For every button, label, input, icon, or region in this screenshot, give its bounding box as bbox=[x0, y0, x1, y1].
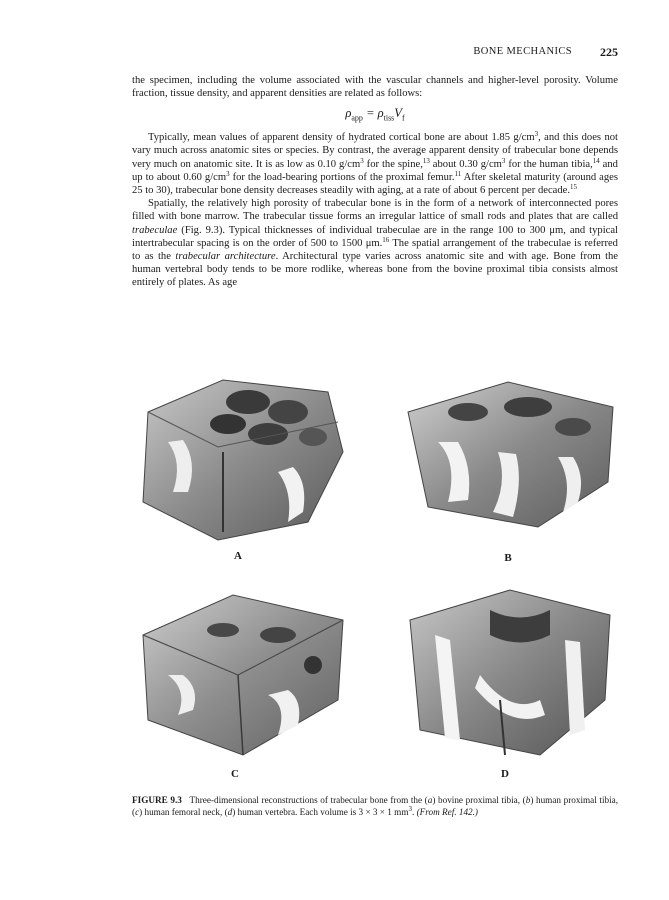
running-header bbox=[132, 46, 618, 64]
density-equation bbox=[132, 107, 618, 125]
paragraph-1: the specimen, including the volume associated with the vascular channels and higher-level porosity. Volume fraction, tissue density, and apparent densities are related as follows: bbox=[132, 75, 618, 100]
figure-panel-d bbox=[390, 580, 625, 780]
page-number: 225 bbox=[600, 45, 618, 59]
caption-label: FIGURE 9.3 bbox=[132, 795, 182, 805]
figure-caption: FIGURE 9.3 Three-dimensional reconstructions of trabecular bone from the (a) bovine proximal tibia, (b) human proximal tibia, (c) human femoral neck, (d) human vertebra. Each volume is 3 × 3 × 1 $mm^3$. (From Ref. 142.) bbox=[132, 795, 619, 817]
panel-label-a: A bbox=[234, 550, 242, 562]
eq-rho-app: ρ bbox=[345, 106, 352, 121]
panel-label-d: D bbox=[501, 768, 509, 780]
eq-rho-tiss: ρ bbox=[377, 106, 384, 121]
paragraph-2: Typically, mean values of apparent density of hydrated cortical bone are about 1.85 $g/cm^3$, and this does not vary much across anatomic sites or species. By contrast, the average apparent density of trabecular bone depends very much on anatomic site. It is as low as 0.10 $g/cm^3$ for the spine,$^{13}$ about 0.30 $g/cm^3$ for the human tibia,$^{14}$ and up to about 0.60 $g/cm^3$ for the load-bearing portions of the proximal femur.$^{11}$ After skeletal maturity (around ages 25 to 30), trabecular bone density decreases steadily with aging, at a rate of about 6 percent per decade.$^{15}$ bbox=[132, 130, 618, 196]
eq-v: V bbox=[394, 106, 402, 121]
caption-source: (From Ref. 142.) bbox=[416, 807, 478, 817]
panel-label-c: C bbox=[231, 768, 239, 780]
panel-label-b: B bbox=[504, 552, 512, 564]
eq-equals: = bbox=[362, 106, 378, 121]
eq-sub-f: f bbox=[401, 113, 405, 123]
figure-panel-a bbox=[128, 362, 358, 562]
eq-sub-tiss: tiss bbox=[383, 113, 395, 123]
running-head-title: BONE MECHANICS bbox=[473, 46, 572, 57]
figure-panel-c bbox=[128, 580, 358, 780]
body-text bbox=[132, 74, 618, 290]
figure-panel-b bbox=[388, 372, 628, 564]
paragraph-3: Spatially, the relatively high porosity of trabecular bone is in the form of a network of interconnected pores filled with bone marrow. The trabecular tissue forms an irregular lattice of small rods and plates that are called trabeculae (Fig. 9.3). Typical thicknesses of individual trabeculae are in the range 100 to 300 μm, and typical intertrabecular spacing is on the order of 500 to 1500 μm.$^{16}$ The spatial arrangement of the trabeculae is referred to as the trabecular architecture. Architectural type varies across anatomic site and with age. Bone from the human vertebral body tends to be more rodlike, whereas bone from the bovine proximal tibia consists almost entirely of plates. As age bbox=[132, 198, 619, 289]
eq-sub-app: app bbox=[351, 113, 363, 123]
